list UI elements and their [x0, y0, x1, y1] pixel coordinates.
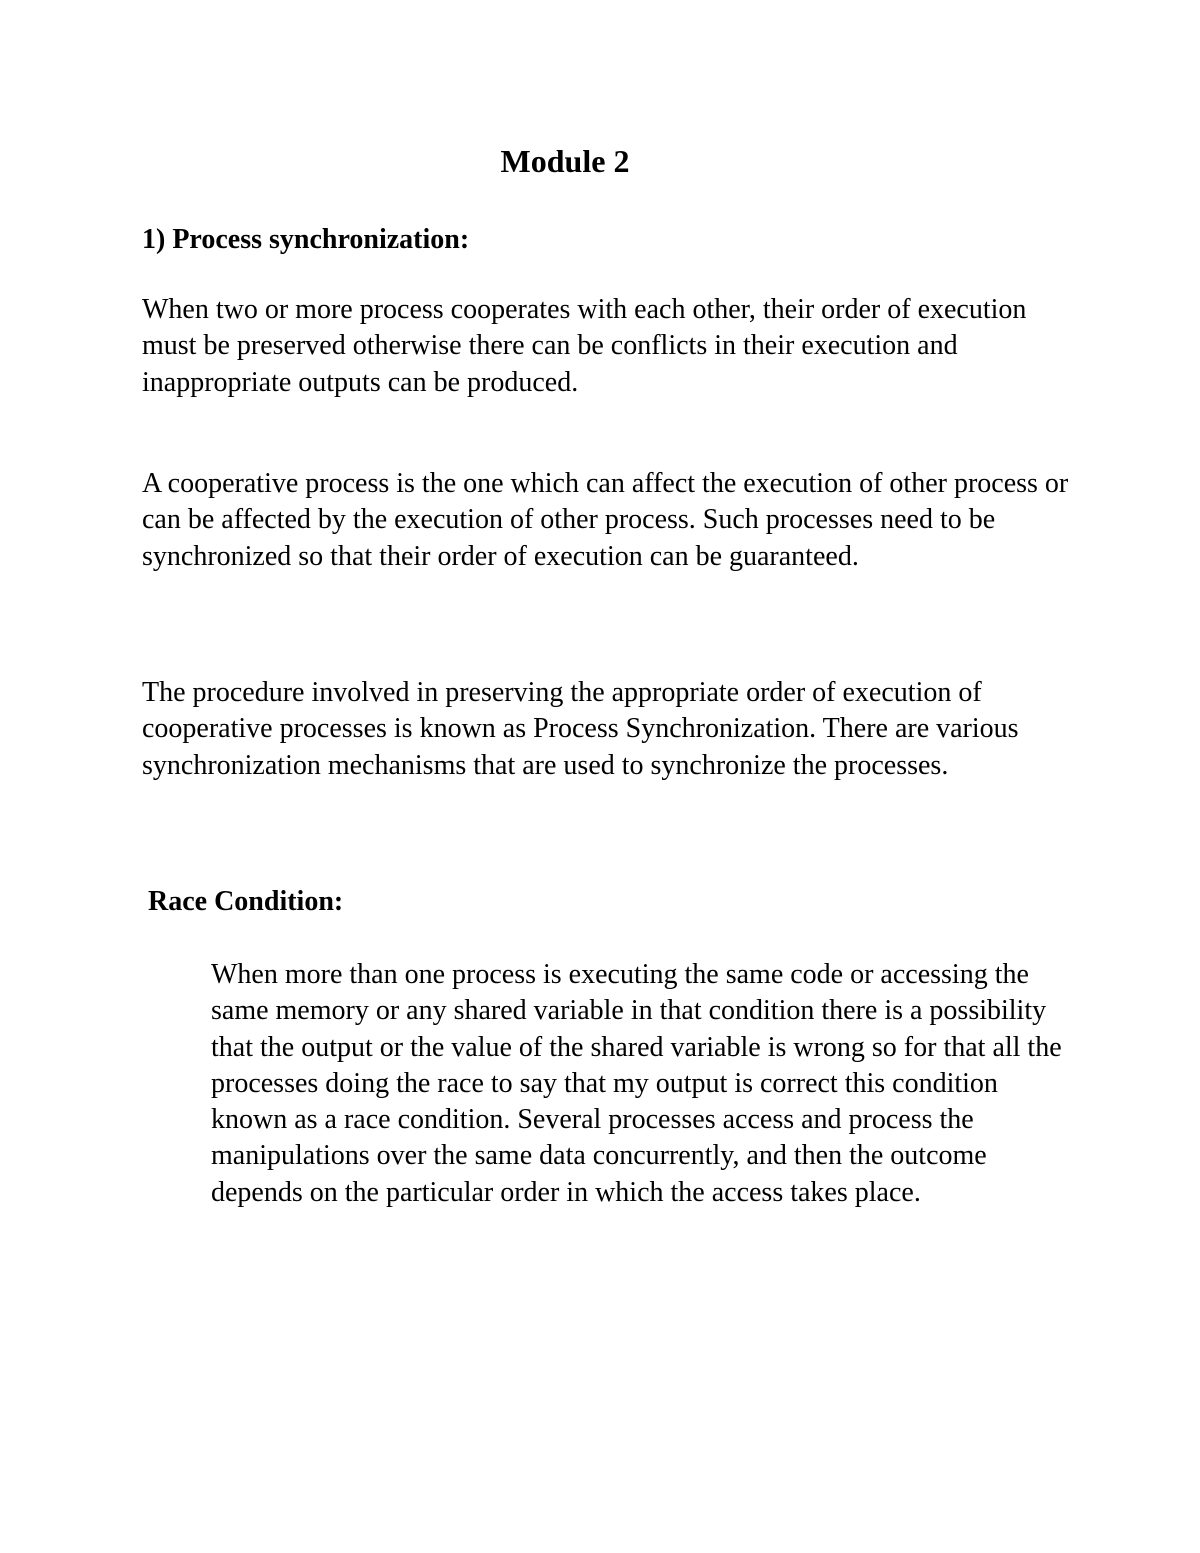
paragraph-2: A cooperative process is the one which can affect the execution of other process or can be affected by the execution of other process. Such processes need to be synchronized so that their order of execution can be guaranteed. [142, 468, 1069, 572]
section-heading-race-condition: Race Condition: [148, 886, 344, 917]
race-condition-paragraph: When more than one process is executing the same code or accessing the same memory or any shared variable in that condition there is a possibility that the output or the value of the shared variable is wrong so for that all the processes doing the race to say that my output is correct this condition known as a race condition. Several processes access and process the manipulations over the same data concurrently, and then the outcome depends on the particular order in which the access takes place. [211, 959, 1062, 1208]
paragraph-3: The procedure involved in preserving the appropriate order of execution of cooperative processes is known as Process Synchronization. There are various synchronization mechanisms that are used to synchronize the processes. [142, 677, 1019, 781]
section-heading-process-synchronization: 1) Process synchronization: [142, 224, 470, 255]
paragraph-1: When two or more process cooperates with each other, their order of execution must be preserved otherwise there can be conflicts in their execution and inappropriate outputs can be produced. [142, 294, 1027, 398]
page-title: Module 2 [500, 143, 630, 179]
